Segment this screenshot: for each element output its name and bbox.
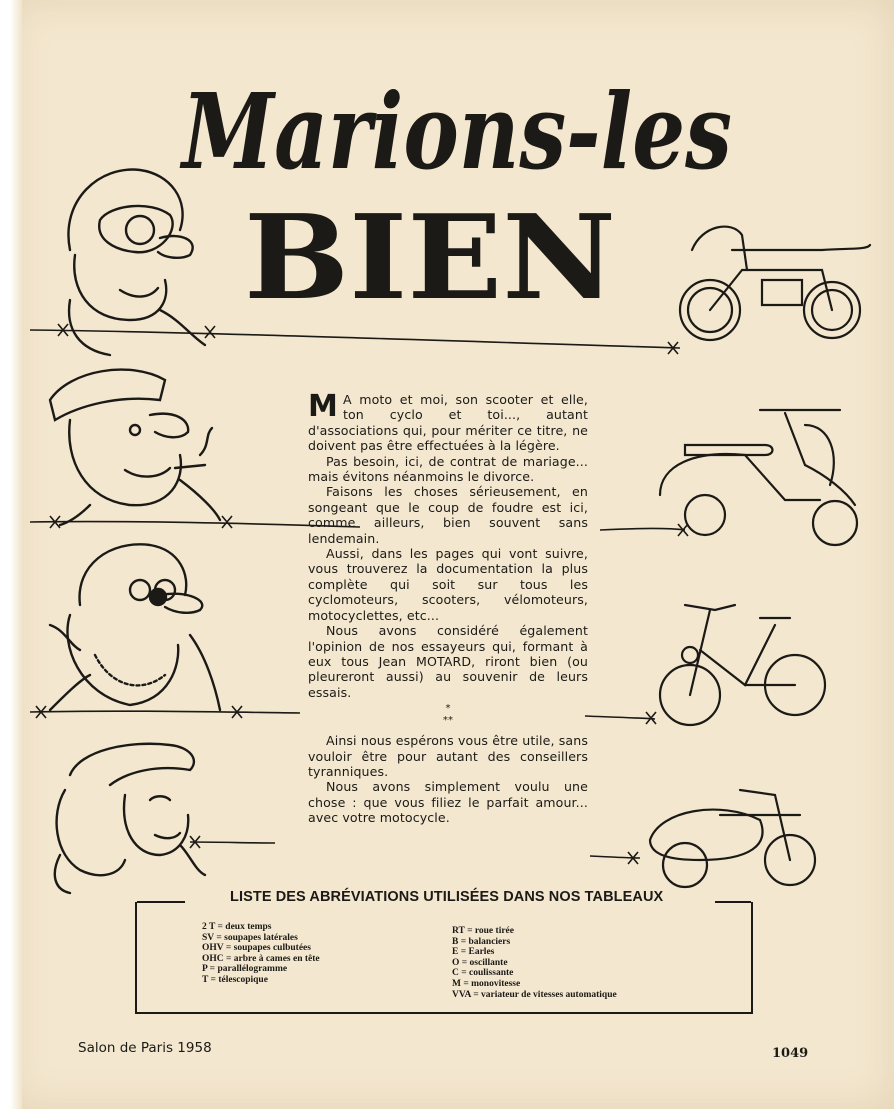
bearded-man-sketch	[40, 535, 220, 715]
moped-sketch	[655, 600, 830, 740]
abbreviation-item: O = oscillante	[452, 957, 508, 968]
abbreviation-item: SV = soupapes latérales	[202, 932, 298, 943]
abbreviation-item: 2 T = deux temps	[202, 922, 272, 932]
abbreviation-item: C = coulissante	[452, 968, 514, 979]
abbreviation-item: T = télescopique	[202, 974, 268, 985]
paragraph-1-text: A moto et moi, son scooter et elle, ton cyclo et toi..., autant d'associations qui, pour mériter ce titre, ne doivent pas être effectuées à la légère.	[308, 392, 588, 454]
paragraph-2: Pas besoin, ici, de contrat de mariage... mais évitons néanmoins le divorce.	[308, 453, 588, 485]
article-body	[308, 389, 588, 826]
title-bien-text: BIEN	[244, 190, 616, 326]
abbreviation-item: OHV = soupapes culbutées	[202, 943, 311, 954]
paragraph-6: Ainsi nous espérons vous être utile, sans vouloir être pour autant des conseillers tyranniques.	[308, 733, 588, 779]
abbreviation-item: VVA = variateur de vitesses automatique	[452, 989, 617, 1000]
motorcycle-sketch	[672, 210, 877, 360]
paragraph-7: Nous avons simplement voulu une chose : que vous filiez le parfait amour... avec votre motocycle.	[308, 779, 588, 826]
paragraph-4: Aussi, dans les pages qui vont suivre, vous trouverez la documentation la plus complète qui soit sur tous les cyclomoteurs, scooters, vélomoteurs, motocyclettes, etc...	[308, 546, 588, 623]
page-number: 1049	[772, 1046, 809, 1061]
paragraph-5: Nous avons considéré également l'opinion de nos essayeurs qui, formant à eux tous Jean MOTARD, riront bien (ou pleureront aussi) au souvenir de leurs essais.	[308, 623, 588, 700]
abbreviations-left-column	[202, 922, 320, 986]
dropcap: M	[308, 389, 338, 424]
paragraph-intro	[308, 389, 588, 454]
footer-publication: Salon de Paris 1958	[78, 1040, 212, 1056]
page-edge	[10, 0, 22, 1109]
asterism: * **	[442, 703, 454, 727]
title-script-text: Marions-les	[179, 70, 732, 193]
abbreviations-right-column	[452, 926, 617, 1000]
abbreviations-heading: LISTE DES ABRÉVIATIONS UTILISÉES DANS NOS TABLEAUX	[230, 889, 664, 905]
cap-man-sketch	[40, 360, 220, 530]
scooter-sketch	[655, 405, 865, 555]
abbreviation-item: RT = roue tirée	[452, 926, 514, 936]
aviator-face-sketch	[40, 160, 210, 360]
abbreviation-item: B = balanciers	[452, 936, 511, 947]
woman-sketch	[40, 735, 210, 895]
title-script	[178, 50, 738, 193]
sidecar-sketch	[640, 785, 825, 895]
abbreviation-item: OHC = arbre à cames en tête	[202, 953, 320, 964]
paragraph-3: Faisons les choses sérieusement, en songeant que le coup de foudre est ici, comme ailleurs, bien souvent sans lendemain.	[308, 484, 588, 546]
abbreviation-item: P = parallélogramme	[202, 964, 288, 975]
abbreviation-item: M = monovitesse	[452, 978, 521, 989]
title-bien	[240, 188, 620, 326]
abbreviation-item: E = Earles	[452, 947, 495, 958]
